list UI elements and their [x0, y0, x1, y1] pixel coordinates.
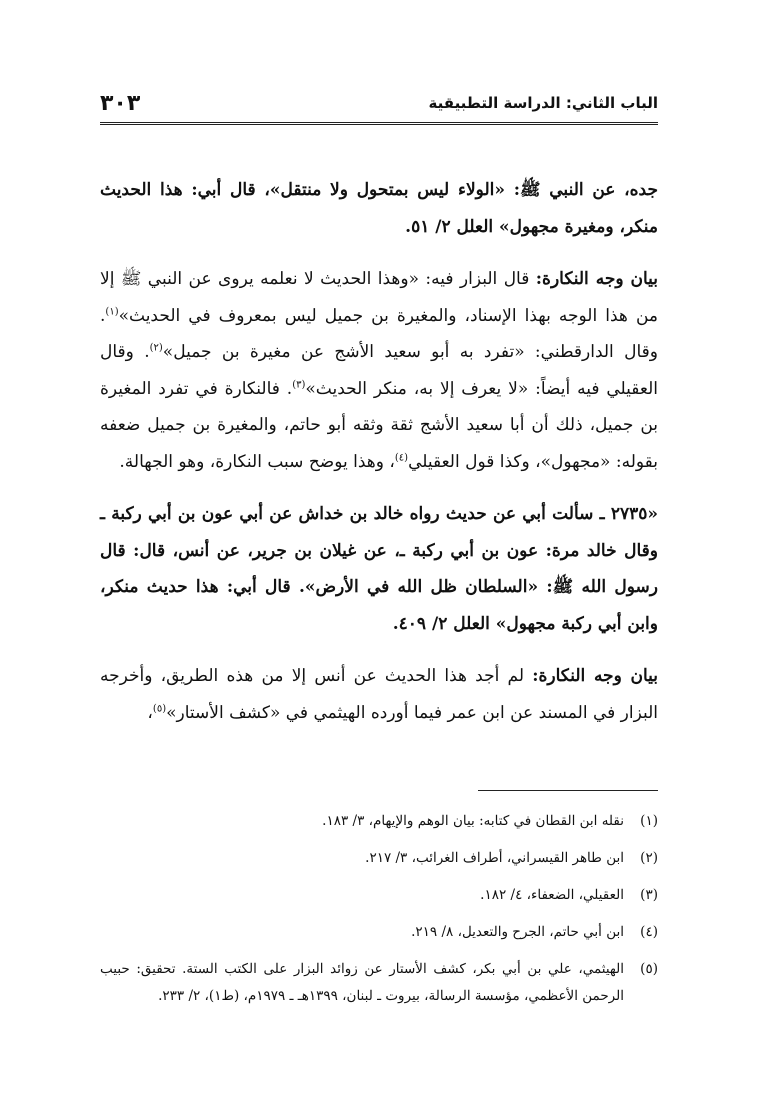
footnote-text: نقله ابن القطان في كتابه: بيان الوهم والإيهام، ٣/ ١٨٣.: [322, 813, 624, 829]
text-segment: قال البزار فيه: «وهذا الحديث لا نعلمه يروى عن النبي ﷺ إلا من هذا الوجه بهذا الإسناد، والمغيرة بن جميل ليس بمعروف في الحديث»: [100, 269, 658, 326]
text-segment: . وقال العقيلي فيه أيضاً: «لا يعرف إلا به، منكر الحديث»: [100, 342, 658, 399]
footnote: [100, 845, 658, 872]
footnote-text: ابن طاهر القيسراني، أطراف الغرائب، ٣/ ٢١٧.: [365, 850, 624, 866]
footnote-ref: (٤): [394, 451, 409, 463]
footnote: [100, 919, 658, 946]
page-header: [100, 86, 658, 120]
footnote-number: (٥): [640, 961, 658, 977]
footnote-number: (٣): [640, 887, 658, 903]
text-segment: لم أجد هذا الحديث عن أنس إلا من هذه الطريق، وأخرجه البزار في المسند عن ابن عمر فيما أورده الهيثمي في «كشف الأستار»: [100, 666, 658, 723]
footnote: [100, 882, 658, 909]
paragraph-quote-1: جده، عن النبي ﷺ: «الولاء ليس بمتحول ولا منتقل»، قال أبي: هذا الحديث منكر، ومغيرة مجهول» العلل ٢/ ٥١.: [100, 180, 658, 237]
text-segment: ، وهذا يوضح سبب النكارة، وهو الجهالة.: [119, 451, 395, 472]
footnote-text: ابن أبي حاتم، الجرح والتعديل، ٨/ ٢١٩.: [411, 924, 624, 940]
text-segment: . وقال الدارقطني: «تفرد به أبو سعيد الأشج عن مغيرة بن جميل»: [100, 305, 658, 362]
footnote-number: (١): [640, 813, 658, 829]
paragraph-explanation-2: [100, 658, 658, 731]
paragraph-explanation-1: [100, 261, 658, 480]
paragraph-quote-2: «٢٧٣٥ ـ سألت أبي عن حديث رواه خالد بن خداش عن أبي عون بن أبي ركبة ـ وقال خالد مرة: عون بن أبي ركبة ـ، عن غيلان بن جرير، عن أنس، قال: قال رسول الله ﷺ: «السلطان ظل الله في الأرض». قال أبي: هذا حديث منكر، وابن أبي ركبة مجهول» العلل ٢/ ٤٠٩.: [100, 504, 658, 634]
footnote: [100, 808, 658, 835]
text-segment: . فالنكارة في تفرد المغيرة بن جميل، ذلك أن أبا سعيد الأشج ثقة وثقه أبو حاتم، والمغيرة بن جميل ضعفه بقوله: «مجهول»، وكذا قول العقيلي: [100, 378, 658, 472]
footnotes: [100, 808, 658, 1020]
section-lead: بيان وجه النكارة:: [532, 666, 659, 686]
main-text: [100, 172, 658, 747]
text-segment: ،: [147, 702, 153, 723]
footnote-ref: (٢): [149, 342, 163, 354]
footnote-number: (٢): [640, 850, 658, 866]
section-lead: بيان وجه النكارة:: [535, 269, 658, 289]
footnote-text: العقيلي، الضعفاء، ٤/ ١٨٢.: [480, 887, 624, 903]
page-number: ٣٠٣: [100, 90, 141, 116]
footnote-ref: (٣): [292, 378, 306, 390]
footnote-number: (٤): [640, 924, 658, 940]
footnote-ref: (٥): [152, 702, 167, 714]
footnote-ref: (١): [105, 305, 119, 317]
footnote-separator: [478, 790, 658, 791]
running-title: الباب الثاني: الدراسة التطبيقية: [428, 94, 658, 112]
footnote-text: الهيثمي، علي بن أبي بكر، كشف الأستار عن زوائد البزار على الكتب الستة. تحقيق: حبيب الرحمن الأعظمي، مؤسسة الرسالة، بيروت ـ لبنان، ١٣٩٩هـ ـ ١٩٧٩م، (ط١)، ٢/ ٢٣٣.: [100, 961, 624, 1004]
footnote: [100, 956, 658, 1010]
header-rule: [100, 122, 658, 125]
